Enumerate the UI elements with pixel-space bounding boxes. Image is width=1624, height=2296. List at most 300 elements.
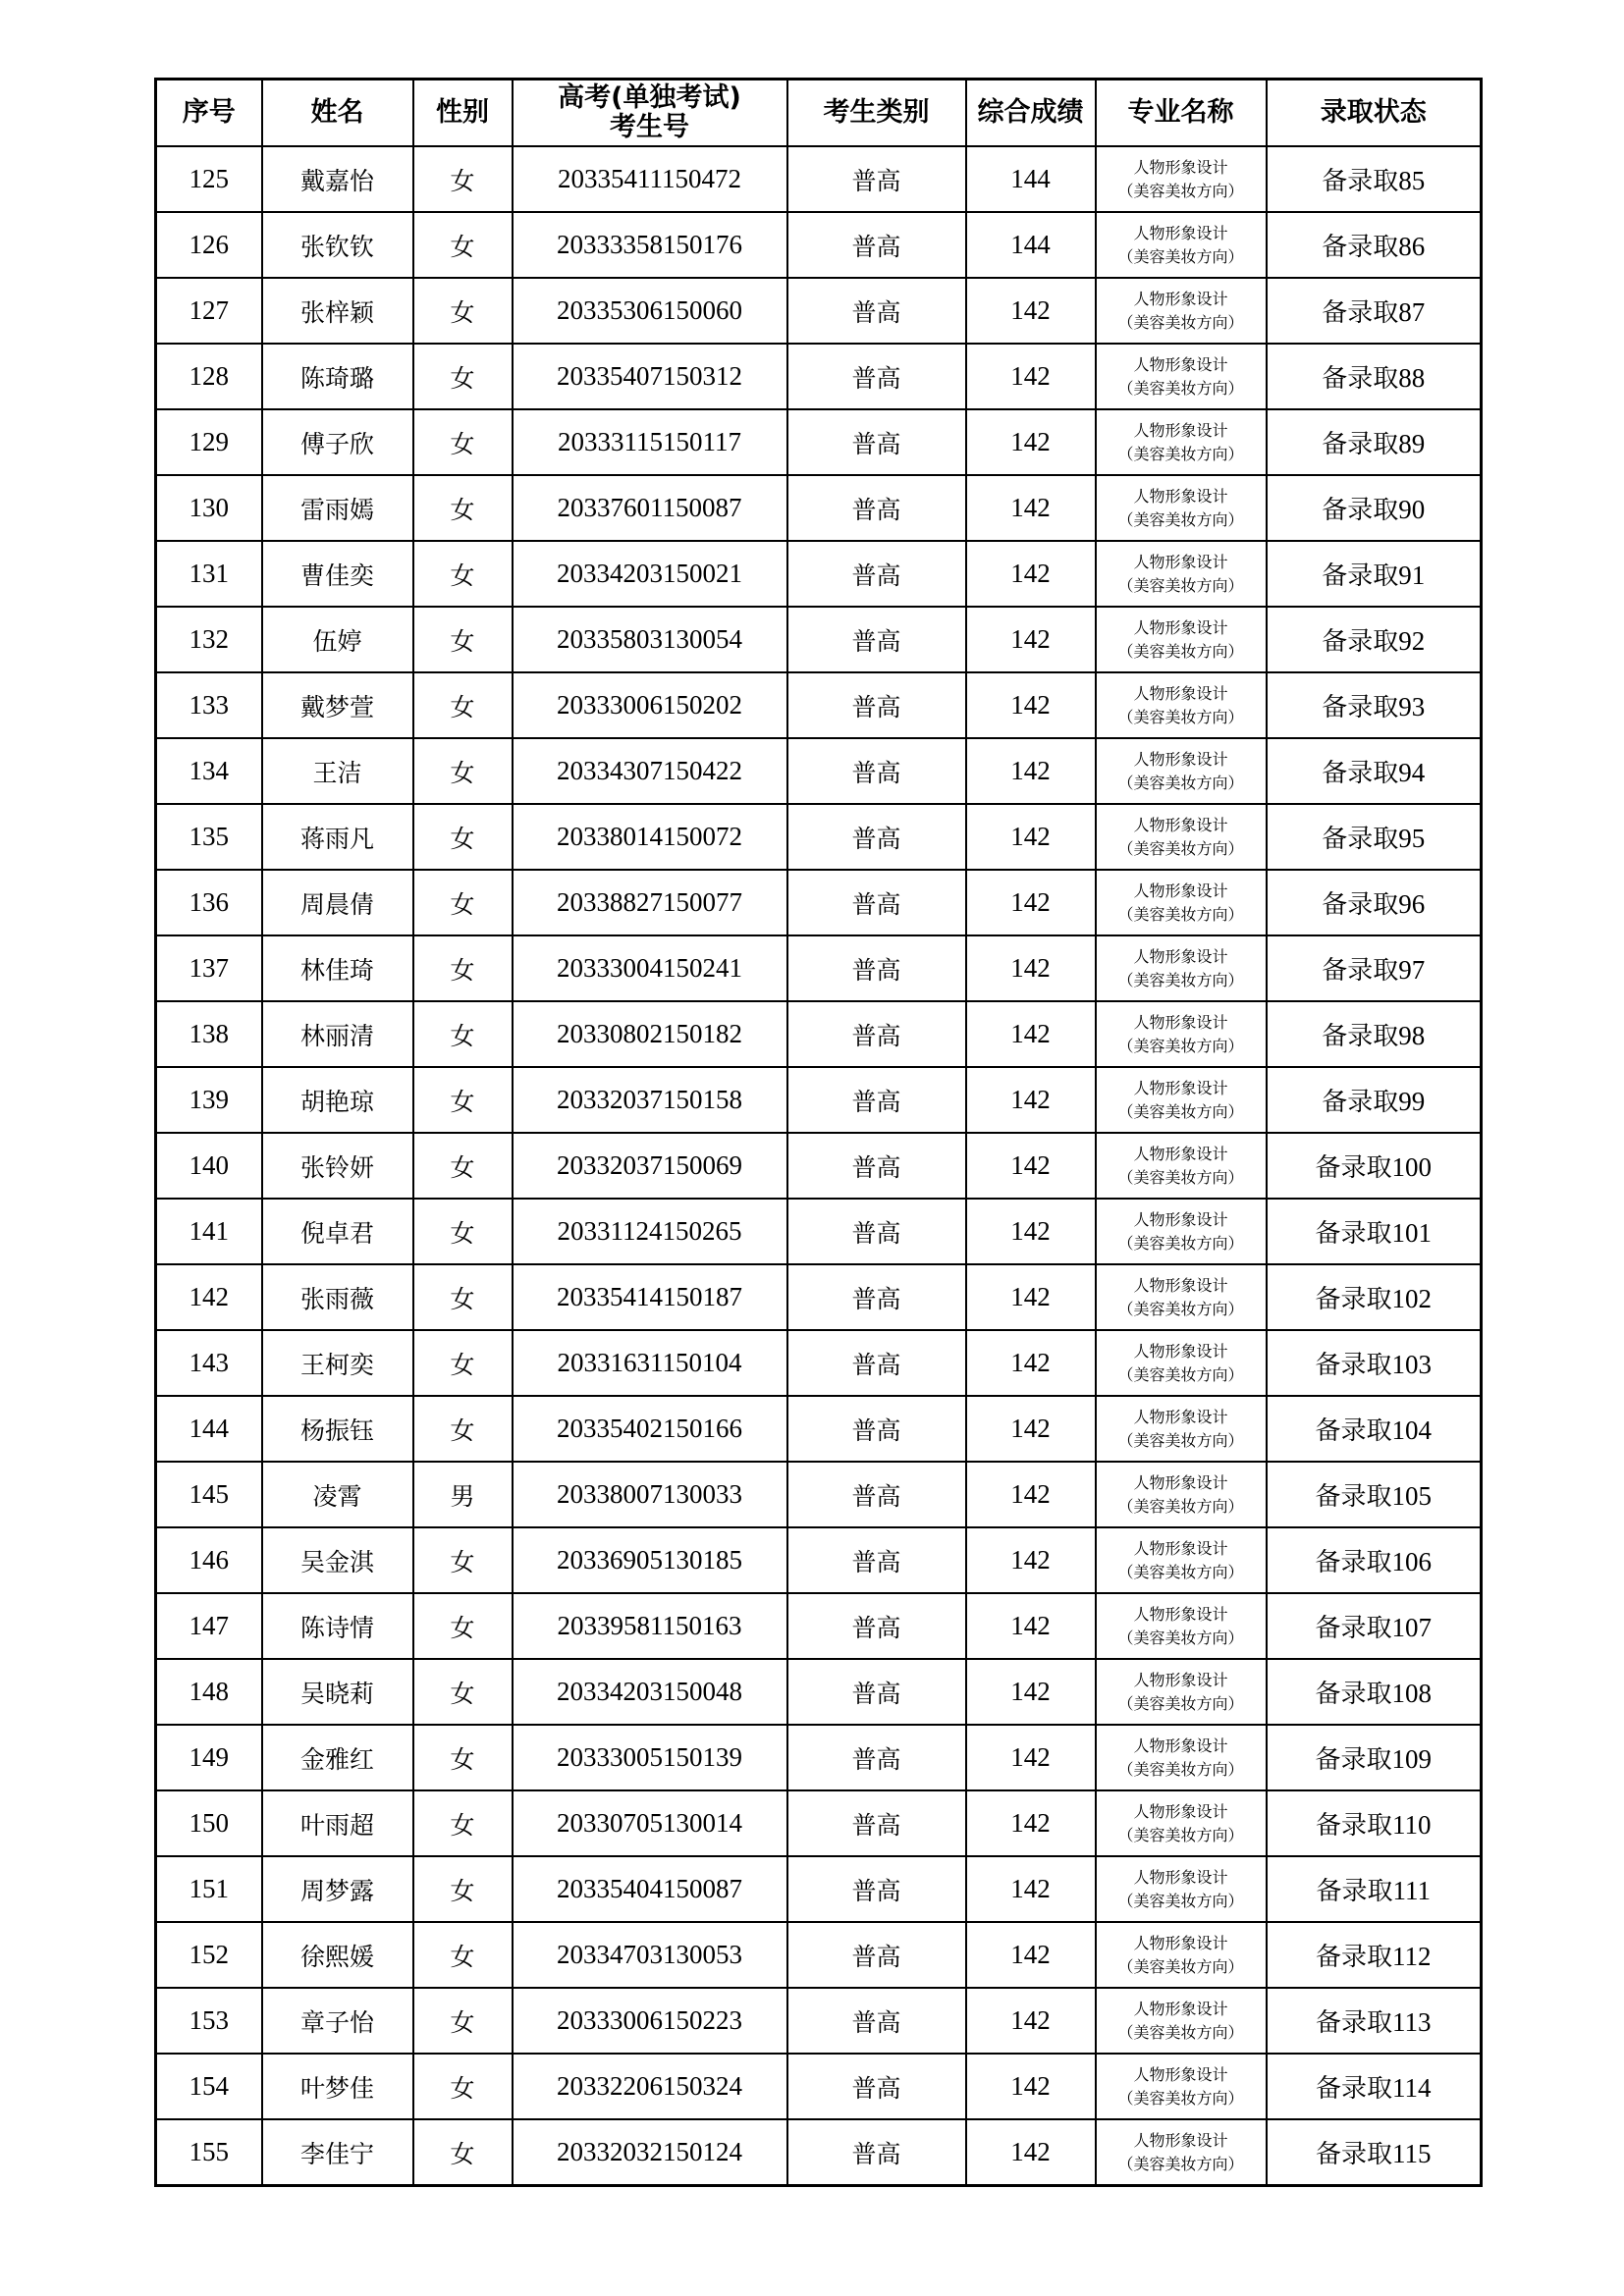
cell-name: 叶雨超: [262, 1790, 413, 1856]
cell-name: 陈琦璐: [262, 344, 413, 409]
cell-major: [1096, 1527, 1267, 1593]
cell-status-prefix: 备录取: [1316, 1877, 1393, 1906]
cell-index: 153: [156, 1988, 262, 2054]
table-row: [156, 541, 1482, 607]
cell-gender: 女: [413, 1001, 513, 1067]
cell-major: [1096, 475, 1267, 541]
cell-exam-id: 20334203150048: [513, 1659, 787, 1725]
cell-exam-id: 20335803130054: [513, 607, 787, 672]
cell-major-line2: （美容美妆方向）: [1117, 181, 1244, 200]
cell-status-number: 88: [1398, 363, 1426, 393]
cell-status-prefix: 备录取: [1322, 693, 1399, 722]
cell-category: 普高: [787, 1199, 966, 1264]
cell-major-line1: 人物形象设计: [1133, 749, 1228, 769]
table-row: [156, 1988, 1482, 2054]
table-row: [156, 409, 1482, 475]
header-exam-id-line1: 高考(单独考试): [558, 82, 741, 113]
cell-exam-id: 20334703130053: [513, 1922, 787, 1988]
cell-major-line2: （美容美妆方向）: [1117, 1693, 1244, 1713]
cell-major-line1: 人物形象设计: [1133, 1867, 1228, 1887]
cell-score: 142: [966, 1396, 1096, 1462]
cell-status-prefix: 备录取: [1322, 233, 1399, 262]
cell-exam-id: 20335402150166: [513, 1396, 787, 1462]
cell-major-line1: 人物形象设计: [1133, 1341, 1228, 1361]
cell-exam-id: 20336905130185: [513, 1527, 787, 1593]
cell-major: [1096, 935, 1267, 1001]
table-row: [156, 1462, 1482, 1527]
cell-gender: 女: [413, 475, 513, 541]
cell-category: 普高: [787, 1067, 966, 1133]
cell-category: 普高: [787, 541, 966, 607]
cell-major: [1096, 1330, 1267, 1396]
cell-major: [1096, 1133, 1267, 1199]
cell-category: 普高: [787, 1133, 966, 1199]
cell-major: [1096, 1790, 1267, 1856]
cell-status-number: 100: [1391, 1152, 1432, 1182]
cell-index: 143: [156, 1330, 262, 1396]
cell-category: 普高: [787, 672, 966, 738]
cell-major: [1096, 672, 1267, 738]
cell-status: [1267, 475, 1482, 541]
table-row: [156, 1593, 1482, 1659]
cell-major: [1096, 804, 1267, 870]
cell-gender: 女: [413, 607, 513, 672]
cell-status: [1267, 344, 1482, 409]
cell-score: 144: [966, 212, 1096, 278]
cell-major-line1: 人物形象设计: [1133, 1012, 1228, 1032]
cell-status-number: 86: [1398, 232, 1426, 261]
cell-major-line2: （美容美妆方向）: [1117, 246, 1244, 266]
cell-status-number: 96: [1398, 889, 1426, 919]
cell-status-prefix: 备录取: [1322, 298, 1399, 328]
cell-status-number: 91: [1398, 561, 1426, 590]
cell-gender: 女: [413, 541, 513, 607]
cell-major-line2: （美容美妆方向）: [1117, 1233, 1244, 1253]
cell-major: [1096, 870, 1267, 935]
cell-major-line2: （美容美妆方向）: [1117, 1430, 1244, 1450]
cell-name: 陈诗情: [262, 1593, 413, 1659]
cell-exam-id: 20333006150202: [513, 672, 787, 738]
table-row: [156, 1396, 1482, 1462]
cell-major-line1: 人物形象设计: [1133, 815, 1228, 834]
cell-score: 142: [966, 1593, 1096, 1659]
cell-status-number: 111: [1392, 1876, 1431, 1905]
cell-status-number: 93: [1398, 692, 1426, 721]
cell-name: 戴嘉怡: [262, 146, 413, 212]
cell-major-line1: 人物形象设计: [1133, 1078, 1228, 1097]
cell-status-number: 90: [1398, 495, 1426, 524]
cell-category: 普高: [787, 2119, 966, 2186]
cell-category: 普高: [787, 1659, 966, 1725]
cell-status-prefix: 备录取: [1322, 1022, 1399, 1051]
cell-index: 133: [156, 672, 262, 738]
table-row: [156, 2119, 1482, 2186]
cell-status: [1267, 738, 1482, 804]
cell-name: 林佳琦: [262, 935, 413, 1001]
cell-status: [1267, 1659, 1482, 1725]
cell-category: 普高: [787, 804, 966, 870]
cell-status: [1267, 1527, 1482, 1593]
cell-gender: 女: [413, 1725, 513, 1790]
cell-status-prefix: 备录取: [1315, 1219, 1392, 1249]
cell-gender: 女: [413, 2054, 513, 2119]
cell-major-line1: 人物形象设计: [1133, 420, 1228, 440]
cell-status-number: 92: [1398, 626, 1426, 656]
cell-index: 148: [156, 1659, 262, 1725]
cell-exam-id: 20339581150163: [513, 1593, 787, 1659]
cell-index: 125: [156, 146, 262, 212]
cell-score: 142: [966, 344, 1096, 409]
cell-major: [1096, 1264, 1267, 1330]
cell-index: 152: [156, 1922, 262, 1988]
cell-major-line2: （美容美妆方向）: [1117, 2022, 1244, 2042]
cell-score: 142: [966, 1790, 1096, 1856]
cell-status-prefix: 备录取: [1322, 825, 1399, 854]
cell-status: [1267, 1001, 1482, 1067]
cell-index: 129: [156, 409, 262, 475]
cell-status-number: 113: [1392, 2007, 1432, 2037]
cell-category: 普高: [787, 607, 966, 672]
admission-table: [154, 78, 1483, 2187]
cell-exam-id: 20337601150087: [513, 475, 787, 541]
cell-gender: 女: [413, 804, 513, 870]
cell-category: 普高: [787, 1396, 966, 1462]
cell-major: [1096, 1067, 1267, 1133]
cell-gender: 女: [413, 1330, 513, 1396]
cell-major: [1096, 344, 1267, 409]
cell-index: 127: [156, 278, 262, 344]
cell-category: 普高: [787, 1790, 966, 1856]
cell-category: 普高: [787, 1330, 966, 1396]
header-score: 综合成绩: [966, 80, 1096, 147]
cell-exam-id: 20332037150069: [513, 1133, 787, 1199]
cell-status-number: 89: [1398, 429, 1426, 458]
cell-index: 126: [156, 212, 262, 278]
cell-gender: 女: [413, 278, 513, 344]
cell-index: 135: [156, 804, 262, 870]
cell-major-line1: 人物形象设计: [1133, 1275, 1228, 1295]
cell-major: [1096, 541, 1267, 607]
cell-exam-id: 20334307150422: [513, 738, 787, 804]
cell-exam-id: 20330705130014: [513, 1790, 787, 1856]
cell-status-prefix: 备录取: [1315, 1811, 1392, 1841]
cell-major-line2: （美容美妆方向）: [1117, 1299, 1244, 1318]
cell-status-number: 108: [1391, 1679, 1432, 1708]
cell-exam-id: 20332206150324: [513, 2054, 787, 2119]
header-category: 考生类别: [787, 80, 966, 147]
cell-status-number: 103: [1391, 1350, 1432, 1379]
cell-status-prefix: 备录取: [1315, 1548, 1392, 1577]
header-name: 姓名: [262, 80, 413, 147]
cell-major-line1: 人物形象设计: [1133, 1735, 1228, 1755]
cell-index: 150: [156, 1790, 262, 1856]
cell-category: 普高: [787, 1856, 966, 1922]
cell-status: [1267, 1462, 1482, 1527]
cell-gender: 女: [413, 409, 513, 475]
cell-gender: 女: [413, 146, 513, 212]
cell-gender: 女: [413, 672, 513, 738]
cell-gender: 女: [413, 1988, 513, 2054]
cell-major-line2: （美容美妆方向）: [1117, 575, 1244, 595]
cell-status: [1267, 804, 1482, 870]
cell-status-number: 106: [1391, 1547, 1432, 1576]
cell-major-line2: （美容美妆方向）: [1117, 1562, 1244, 1581]
cell-major-line2: （美容美妆方向）: [1117, 707, 1244, 726]
cell-gender: 女: [413, 2119, 513, 2186]
cell-major: [1096, 1922, 1267, 1988]
table-row: [156, 278, 1482, 344]
cell-status: [1267, 1396, 1482, 1462]
cell-gender: 女: [413, 870, 513, 935]
cell-status: [1267, 1593, 1482, 1659]
cell-category: 普高: [787, 870, 966, 935]
table-header: [156, 80, 1482, 147]
cell-exam-id: 20333115150117: [513, 409, 787, 475]
cell-status-number: 107: [1391, 1613, 1432, 1642]
cell-gender: 女: [413, 1922, 513, 1988]
cell-gender: 女: [413, 1067, 513, 1133]
cell-index: 131: [156, 541, 262, 607]
cell-exam-id: 20338014150072: [513, 804, 787, 870]
cell-status: [1267, 2054, 1482, 2119]
cell-score: 142: [966, 475, 1096, 541]
table-row: [156, 344, 1482, 409]
cell-name: 章子怡: [262, 1988, 413, 2054]
cell-score: 142: [966, 672, 1096, 738]
table-row: [156, 212, 1482, 278]
cell-name: 周梦露: [262, 1856, 413, 1922]
cell-major-line1: 人物形象设计: [1133, 552, 1228, 571]
cell-name: 凌霄: [262, 1462, 413, 1527]
cell-major-line2: （美容美妆方向）: [1117, 1956, 1244, 1976]
cell-score: 142: [966, 1988, 1096, 2054]
cell-major-line2: （美容美妆方向）: [1117, 2154, 1244, 2173]
cell-status-prefix: 备录取: [1315, 1680, 1392, 1709]
table-row: [156, 1725, 1482, 1790]
cell-index: 132: [156, 607, 262, 672]
cell-status-number: 97: [1398, 955, 1426, 985]
cell-score: 142: [966, 870, 1096, 935]
cell-exam-id: 20333358150176: [513, 212, 787, 278]
cell-name: 蒋雨凡: [262, 804, 413, 870]
cell-gender: 女: [413, 1199, 513, 1264]
cell-status-number: 101: [1391, 1218, 1432, 1248]
cell-index: 128: [156, 344, 262, 409]
cell-status-prefix: 备录取: [1322, 627, 1399, 657]
cell-gender: 女: [413, 1396, 513, 1462]
cell-name: 傅子欣: [262, 409, 413, 475]
cell-exam-id: 20335414150187: [513, 1264, 787, 1330]
cell-gender: 女: [413, 738, 513, 804]
cell-major-line1: 人物形象设计: [1133, 683, 1228, 703]
cell-index: 140: [156, 1133, 262, 1199]
cell-category: 普高: [787, 212, 966, 278]
cell-status-prefix: 备录取: [1315, 2074, 1392, 2104]
cell-gender: 女: [413, 344, 513, 409]
cell-gender: 女: [413, 1264, 513, 1330]
cell-major: [1096, 409, 1267, 475]
cell-major-line2: （美容美妆方向）: [1117, 1759, 1244, 1779]
cell-index: 154: [156, 2054, 262, 2119]
cell-score: 142: [966, 1725, 1096, 1790]
cell-status: [1267, 672, 1482, 738]
table-row: [156, 738, 1482, 804]
cell-major-line1: 人物形象设计: [1133, 486, 1228, 506]
cell-status-prefix: 备录取: [1315, 1153, 1392, 1183]
cell-status: [1267, 1264, 1482, 1330]
cell-status-prefix: 备录取: [1315, 1482, 1392, 1512]
header-gender: 性别: [413, 80, 513, 147]
cell-index: 146: [156, 1527, 262, 1593]
cell-name: 胡艳琼: [262, 1067, 413, 1133]
cell-status-number: 94: [1398, 758, 1426, 787]
cell-major: [1096, 1593, 1267, 1659]
cell-exam-id: 20335404150087: [513, 1856, 787, 1922]
cell-category: 普高: [787, 1725, 966, 1790]
cell-status-prefix: 备录取: [1315, 1614, 1392, 1643]
cell-score: 142: [966, 541, 1096, 607]
cell-status-number: 95: [1398, 824, 1426, 853]
table-row: [156, 1330, 1482, 1396]
cell-status-prefix: 备录取: [1322, 430, 1399, 459]
cell-major-line2: （美容美妆方向）: [1117, 904, 1244, 924]
cell-status-number: 105: [1391, 1481, 1432, 1511]
cell-status: [1267, 146, 1482, 212]
cell-gender: 女: [413, 1856, 513, 1922]
header-major: 专业名称: [1096, 80, 1267, 147]
cell-status-number: 110: [1392, 1810, 1432, 1840]
header-status: 录取状态: [1267, 80, 1482, 147]
cell-name: 王洁: [262, 738, 413, 804]
cell-exam-id: 20332032150124: [513, 2119, 787, 2186]
cell-major: [1096, 1856, 1267, 1922]
cell-major-line1: 人物形象设计: [1133, 1407, 1228, 1426]
cell-status-number: 112: [1392, 1942, 1432, 1971]
cell-major: [1096, 738, 1267, 804]
cell-name: 戴梦萱: [262, 672, 413, 738]
cell-score: 142: [966, 1527, 1096, 1593]
cell-major-line2: （美容美妆方向）: [1117, 509, 1244, 529]
cell-category: 普高: [787, 344, 966, 409]
cell-major-line1: 人物形象设计: [1133, 289, 1228, 308]
cell-gender: 女: [413, 1593, 513, 1659]
cell-index: 144: [156, 1396, 262, 1462]
cell-major-line1: 人物形象设计: [1133, 2130, 1228, 2150]
cell-major-line1: 人物形象设计: [1133, 1933, 1228, 1952]
cell-major: [1096, 146, 1267, 212]
cell-status: [1267, 2119, 1482, 2186]
cell-status-prefix: 备录取: [1315, 1745, 1392, 1775]
cell-name: 王柯奕: [262, 1330, 413, 1396]
table-row: [156, 1133, 1482, 1199]
cell-major-line2: （美容美妆方向）: [1117, 1891, 1244, 1910]
cell-status: [1267, 541, 1482, 607]
cell-major-line1: 人物形象设计: [1133, 881, 1228, 900]
cell-major-line1: 人物形象设计: [1133, 1670, 1228, 1689]
table-row: [156, 1067, 1482, 1133]
cell-score: 142: [966, 1856, 1096, 1922]
cell-major-line2: （美容美妆方向）: [1117, 970, 1244, 989]
cell-major-line2: （美容美妆方向）: [1117, 641, 1244, 661]
cell-name: 倪卓君: [262, 1199, 413, 1264]
cell-major-line2: （美容美妆方向）: [1117, 1101, 1244, 1121]
cell-score: 142: [966, 278, 1096, 344]
cell-status-prefix: 备录取: [1322, 167, 1399, 196]
cell-category: 普高: [787, 409, 966, 475]
cell-major-line1: 人物形象设计: [1133, 157, 1228, 177]
cell-major-line2: （美容美妆方向）: [1117, 378, 1244, 398]
cell-major-line1: 人物形象设计: [1133, 1801, 1228, 1821]
cell-major: [1096, 1001, 1267, 1067]
table-row: [156, 1001, 1482, 1067]
cell-name: 周晨倩: [262, 870, 413, 935]
table-row: [156, 607, 1482, 672]
cell-name: 林丽清: [262, 1001, 413, 1067]
cell-exam-id: 20330802150182: [513, 1001, 787, 1067]
cell-exam-id: 20331631150104: [513, 1330, 787, 1396]
cell-category: 普高: [787, 1593, 966, 1659]
cell-name: 张雨薇: [262, 1264, 413, 1330]
cell-status-prefix: 备录取: [1322, 1088, 1399, 1117]
cell-gender: 女: [413, 1659, 513, 1725]
cell-major-line1: 人物形象设计: [1133, 1538, 1228, 1558]
cell-major-line2: （美容美妆方向）: [1117, 773, 1244, 792]
cell-major-line2: （美容美妆方向）: [1117, 1036, 1244, 1055]
cell-name: 杨振钰: [262, 1396, 413, 1462]
cell-status-number: 85: [1398, 166, 1426, 195]
cell-major-line2: （美容美妆方向）: [1117, 1496, 1244, 1516]
cell-score: 142: [966, 1264, 1096, 1330]
cell-major: [1096, 1988, 1267, 2054]
table-row: [156, 2054, 1482, 2119]
table-row: [156, 1264, 1482, 1330]
cell-name: 吴晓莉: [262, 1659, 413, 1725]
cell-score: 142: [966, 1330, 1096, 1396]
cell-exam-id: 20331124150265: [513, 1199, 787, 1264]
table-row: [156, 1527, 1482, 1593]
cell-index: 139: [156, 1067, 262, 1133]
cell-status: [1267, 212, 1482, 278]
cell-status-prefix: 备录取: [1315, 1285, 1392, 1314]
cell-name: 李佳宁: [262, 2119, 413, 2186]
cell-gender: 女: [413, 935, 513, 1001]
cell-category: 普高: [787, 1922, 966, 1988]
cell-status-number: 98: [1398, 1021, 1426, 1050]
table-row: [156, 804, 1482, 870]
cell-major-line1: 人物形象设计: [1133, 2064, 1228, 2084]
cell-exam-id: 20333005150139: [513, 1725, 787, 1790]
cell-score: 142: [966, 1922, 1096, 1988]
cell-major-line1: 人物形象设计: [1133, 1472, 1228, 1492]
cell-status-number: 99: [1398, 1087, 1426, 1116]
cell-exam-id: 20333004150241: [513, 935, 787, 1001]
cell-major: [1096, 1725, 1267, 1790]
cell-exam-id: 20338827150077: [513, 870, 787, 935]
cell-status-prefix: 备录取: [1315, 1416, 1392, 1446]
cell-index: 151: [156, 1856, 262, 1922]
cell-index: 136: [156, 870, 262, 935]
header-row: [156, 80, 1482, 147]
table-row: [156, 672, 1482, 738]
cell-status: [1267, 1330, 1482, 1396]
cell-score: 142: [966, 804, 1096, 870]
cell-major-line1: 人物形象设计: [1133, 1999, 1228, 2018]
cell-major: [1096, 1659, 1267, 1725]
cell-major-line1: 人物形象设计: [1133, 354, 1228, 374]
table-row: [156, 146, 1482, 212]
cell-status: [1267, 1199, 1482, 1264]
cell-status-prefix: 备录取: [1322, 956, 1399, 986]
